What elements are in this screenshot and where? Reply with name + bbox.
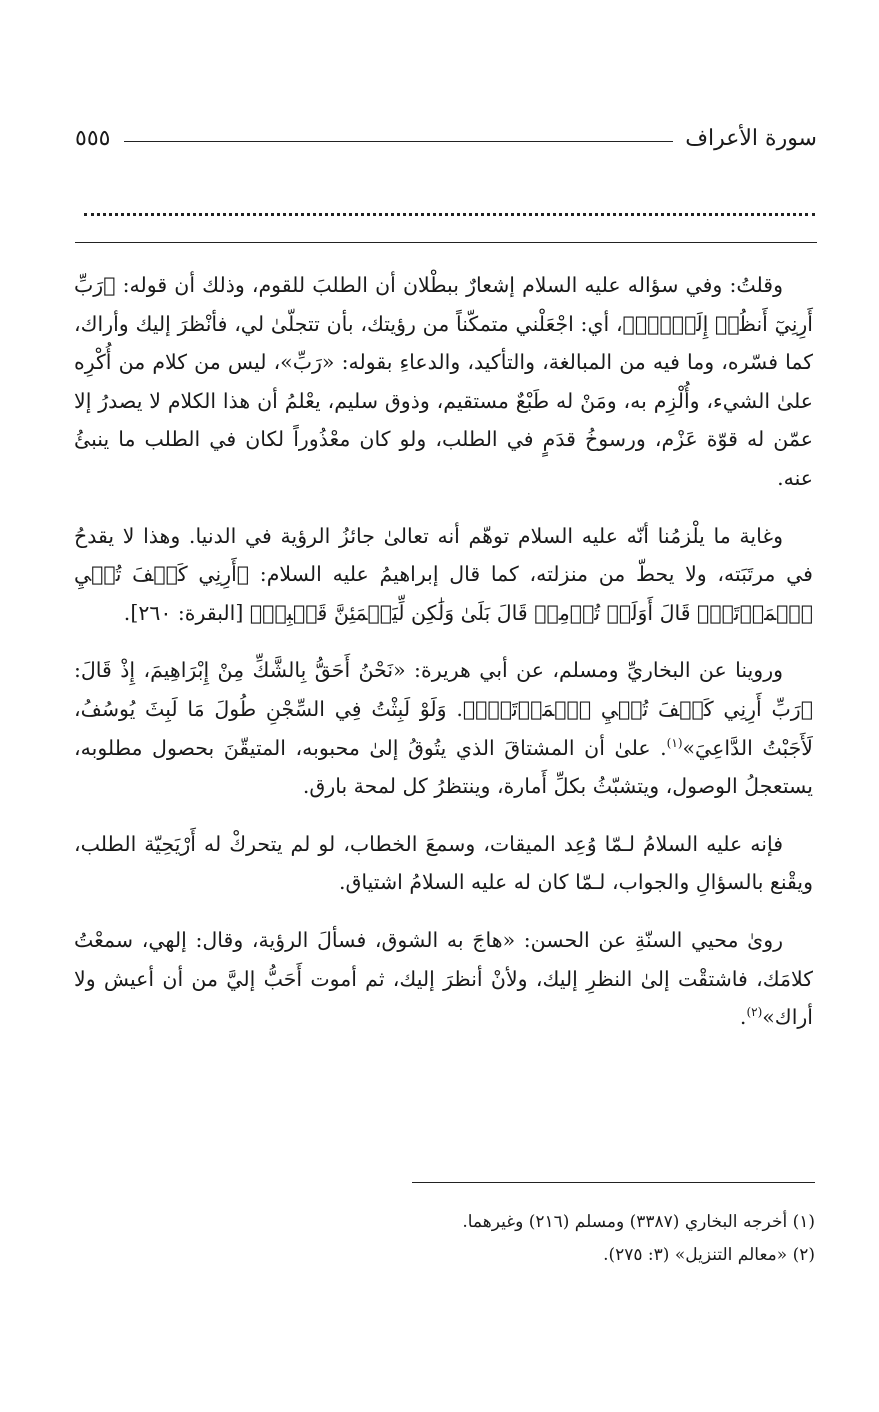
paragraph-text-continued: .: [739, 1005, 747, 1030]
page-header: [75, 118, 817, 158]
paragraph: [74, 517, 813, 633]
paragraph: [74, 825, 813, 902]
footnote-marker: (١): [666, 735, 683, 750]
page-number: ٥٥٥: [75, 125, 111, 151]
main-text: [74, 266, 813, 1056]
paragraph: [74, 266, 813, 498]
footnote-rule: [412, 1182, 815, 1183]
paragraph-text-continued: . علىٰ أن المشتاقَ الذي يتُوقُ إلىٰ محبوبه، المتيقّنَ بحصول مطلوبه، يستعجلُ الوصول، ويتشبّثُ بكلِّ أَمارة، وينتظرُ كل لمحة بارق.: [74, 735, 813, 799]
header-separator-rule: [75, 242, 817, 243]
paragraph: [74, 651, 813, 805]
paragraph-text: فإنه عليه السلامُ لـمّا وُعِد الميقات، وسمعَ الخطاب، لو لم يتحركْ له أَرْيَحِيّة الطلب، ويقْنع بالسؤالِ والجواب، لـمّا كان له عليه السلامُ اشتياق.: [74, 831, 813, 895]
paragraph-text: وقلتُ: وفي سؤاله عليه السلام إشعارٌ ببطْلان أن الطلبَ للقوم، وذلك أن قوله: ﴿رَبِّ أَرِنِيٓ أَنظُرۡ إِلَيۡكَۚ﴾، أي: اجْعَلْني متمكّناً من رؤيتك، بأن تتجلّىٰ لي، فأنْظرَ إليك وأراك، كما فسّره، وما فيه من المبالغة، والتأكيد، والدعاءِ بقوله: «رَبِّ»، ليس من كلام من أُكْرِه علىٰ الشيء، وأُلْزِم به، ومَنْ له طَبْعٌ مستقيم، وذوق سليم، يعْلمُ أن هذا الكلام لا يصدرُ إلا عمّن له قوّة عَزْم، ورسوخُ قدَمٍ في الطلب، ولو كان معْذُوراً لكان في الطلب ما ينبئُ عنه.: [74, 273, 813, 490]
paragraph: [74, 921, 813, 1037]
footnote: (٢) «معالم التنزيل» (٣: ٢٧٥).: [603, 1245, 815, 1265]
header-rule: [124, 141, 673, 142]
paragraph-text: وروينا عن البخاريِّ ومسلم، عن أبي هريرة: «نَحْنُ أَحَقُّ بِالشَّكِّ مِنْ إِبْرَاهِيمَ، إِذْ قَالَ: ﴿رَبِّ أَرِنِي كَيۡفَ تُحۡيِ ٱلۡمَوۡتَىٰۖ﴾. وَلَوْ لَبِثْتُ فِي السِّجْنِ طُولَ مَا لَبِثَ يُوسُفُ، لَأَجَبْتُ الدَّاعِيَ»: [74, 658, 813, 760]
footnotes: [74, 1206, 815, 1272]
sura-title: سورة الأعراف: [685, 125, 817, 151]
paragraph-text: روىٰ محيي السنّةِ عن الحسن: «هاجَ به الشوق، فسألَ الرؤية، وقال: إلهي، سمعْتُ كلامَك، فاشتقْت إلىٰ النظرِ إليك، ولأنْ أنظرَ إليك، ثم أموت أَحَبُّ إليَّ من أن أعيش ولا أراك»: [74, 927, 813, 1030]
footnote-marker: (٢): [746, 1005, 763, 1020]
paragraph-text: وغاية ما يلْزمُنا أنّه عليه السلام توهّم أنه تعالىٰ جائزُ الرؤية في الدنيا. وهذا لا يقدحُ في مرتَبَته، ولا يحطّ من منزلته، كما قال إبراهيمُ عليه السلام: ﴿أَرِنِي كَيۡفَ تُحۡيِ ٱلۡمَوۡتَىٰۖ قَالَ أَوَلَمۡ تُؤۡمِنۖ قَالَ بَلَىٰ وَلَٰكِن لِّيَطۡمَئِنَّ قَلۡبِيۖ﴾ [البقرة: ٢٦٠].: [74, 523, 813, 625]
dotted-separator: [84, 213, 815, 216]
footnote: (١) أخرجه البخاري (٣٣٨٧) ومسلم (٢١٦) وغيرهما.: [462, 1212, 815, 1232]
